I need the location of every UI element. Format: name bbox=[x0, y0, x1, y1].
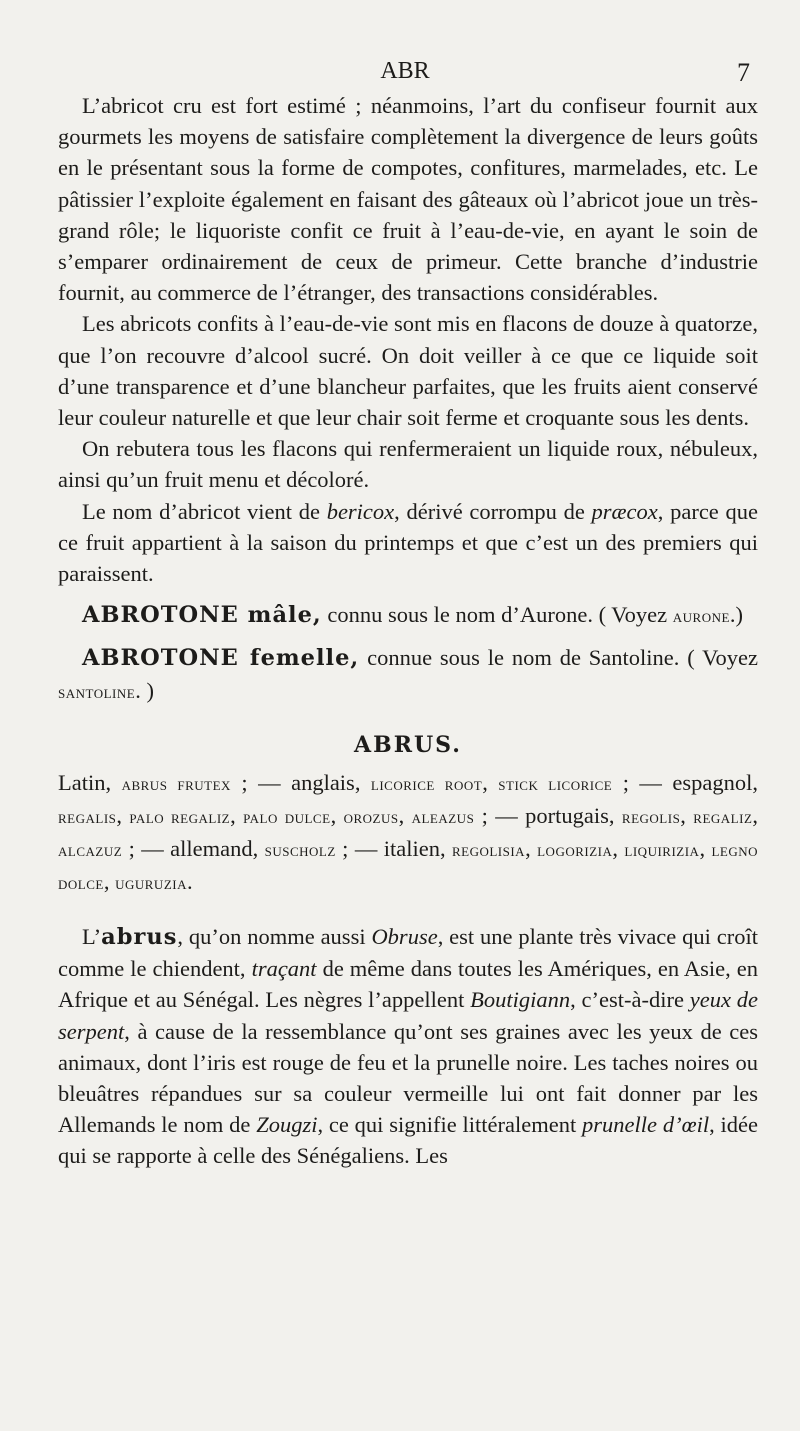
entry-abrotone-femelle: ABROTONE femelle, connue sous le nom de Santoline. ( Voyez santoline. ) bbox=[58, 645, 758, 703]
running-head: ABR bbox=[380, 58, 430, 84]
page-number: 7 bbox=[737, 58, 750, 87]
word-praecox: præcox bbox=[591, 498, 658, 524]
language-label: , bbox=[116, 803, 130, 829]
cross-reference: santoline bbox=[58, 681, 136, 702]
text-run: , idée qui se rapporte à celle des Sénégaliens. Les bbox=[58, 1112, 758, 1169]
paragraph-confiseur: L’abricot cru est fort estimé ; néanmoins, l’art du confiseur fournit aux gourmets les moyens de satisfaire complètement la divergence de leurs goûts en le présentant sous la forme de compotes, confitures, marmelades, etc. Le pâtissier l’exploite également en faisant des gâteaux où l’abricot joue un très-grand rôle; le liquoriste confit ce fruit à l’eau-de-vie, en ayant le soin de s’emparer ordinairement de ceux de primeur. Cette branche d’industrie fournit, au commerce de l’étranger, des transactions considérables. bbox=[58, 93, 758, 306]
language-label: ; — portugais, bbox=[474, 803, 622, 829]
text-run: , c’est-à-dire bbox=[570, 987, 690, 1013]
paragraph-flacons: On rebutera tous les flacons qui renfermeraient un liquide roux, nébuleux, ainsi qu’un fruit menu et décoloré. bbox=[58, 436, 758, 493]
italic-term: Obruse bbox=[371, 924, 438, 950]
paragraph-vernacular-names bbox=[58, 767, 758, 899]
paragraph-etymology: Le nom d’abricot vient de bericox, dérivé corrompu de præcox, parce que ce fruit appartient à la saison du printemps et que c’est un des premiers qui paraissent. bbox=[58, 498, 758, 587]
plant-name: palo dulce bbox=[243, 807, 331, 828]
language-label: , bbox=[612, 836, 625, 862]
term-abrus: abrus bbox=[101, 924, 178, 951]
language-label: ; — espagnol, bbox=[612, 770, 758, 796]
plant-name: regaliz bbox=[693, 807, 753, 828]
italic-term: Boutigiann bbox=[470, 987, 571, 1013]
entry-abrotone-male: ABROTONE mâle, connu sous le nom d’Aurone. ( Voyez aurone.) bbox=[82, 602, 744, 629]
language-label: , bbox=[752, 803, 759, 829]
text-run: , ce qui signifie littéralement bbox=[317, 1112, 583, 1138]
italic-term: Zougzi bbox=[256, 1112, 318, 1138]
entry-title: ABROTONE femelle, bbox=[82, 645, 360, 672]
plant-name: regolis bbox=[621, 807, 681, 828]
language-label: ; — anglais, bbox=[230, 770, 371, 796]
language-label: , bbox=[680, 803, 694, 829]
plant-name: licorice root bbox=[370, 774, 483, 795]
plant-name: liquirizia bbox=[624, 840, 700, 861]
italic-term: traçant bbox=[251, 956, 317, 982]
cross-reference: aurone bbox=[672, 606, 730, 627]
section-heading-abrus: ABRUS. bbox=[354, 731, 462, 758]
text-run: de même dans toutes les Amériques, en Asie, en Afrique et au Sénégal. Les nègres l’appellent bbox=[58, 956, 758, 1013]
text-run: L’ bbox=[82, 924, 102, 950]
plant-name: stick licorice bbox=[498, 774, 613, 795]
text-run: , qu’on nomme aussi bbox=[177, 924, 372, 950]
language-label: , bbox=[525, 836, 538, 862]
plant-name: abrus frutex bbox=[121, 774, 231, 795]
plant-name: suscholz bbox=[264, 840, 336, 861]
language-label: , bbox=[103, 869, 116, 895]
language-label: , bbox=[482, 770, 499, 796]
plant-name: regalis bbox=[58, 807, 117, 828]
text-run: , à cause de la ressemblance qu’ont ses graines avec les yeux de ces animaux, dont l’iris est rouge de feu et la prunelle noire. Les taches noires ou bleuâtres répandues sur sa couleur vermeille lui ont fait donner par les Allemands le nom de bbox=[58, 1018, 758, 1138]
page-body bbox=[58, 90, 758, 1172]
language-label: , bbox=[330, 803, 344, 829]
entry-title: ABROTONE mâle, bbox=[82, 602, 322, 629]
italic-term: yeux de serpent bbox=[58, 987, 758, 1044]
plant-name: regolisia bbox=[451, 840, 526, 861]
plant-name: uguruzia bbox=[115, 873, 187, 894]
language-label: ; — italien, bbox=[335, 836, 452, 862]
plant-name: orozus bbox=[343, 807, 399, 828]
text-run: , est une plante très vivace qui croît comme le chiendent, bbox=[58, 924, 758, 982]
plant-name: alcazuz bbox=[58, 840, 123, 861]
plant-name: legno dolce bbox=[58, 840, 759, 894]
plant-name: palo regaliz bbox=[129, 807, 231, 828]
paragraph-eau-de-vie: Les abricots confits à l’eau-de-vie sont mis en flacons de douze à quatorze, que l’on recouvre d’alcool sucré. On doit veiller à ce que ce liquide soit d’une transparence et d’une blancheur parfaites, que les fruits aient conservé leur couleur naturelle et que leur chair soit ferme et croquante sous les dents. bbox=[58, 311, 758, 431]
plant-name: logorizia bbox=[537, 840, 613, 861]
language-label: , bbox=[230, 803, 244, 829]
language-label: . bbox=[186, 869, 193, 895]
language-label: Latin, bbox=[58, 770, 122, 796]
italic-term: prunelle d’œil bbox=[582, 1112, 710, 1138]
plant-name: aleazus bbox=[411, 807, 475, 828]
word-bericox: bericox bbox=[326, 498, 395, 524]
language-label: , bbox=[699, 836, 712, 862]
language-label: , bbox=[398, 803, 412, 829]
language-label: ; — allemand, bbox=[122, 836, 265, 862]
paragraph-abrus-description bbox=[58, 921, 758, 1172]
page-header bbox=[60, 58, 750, 88]
